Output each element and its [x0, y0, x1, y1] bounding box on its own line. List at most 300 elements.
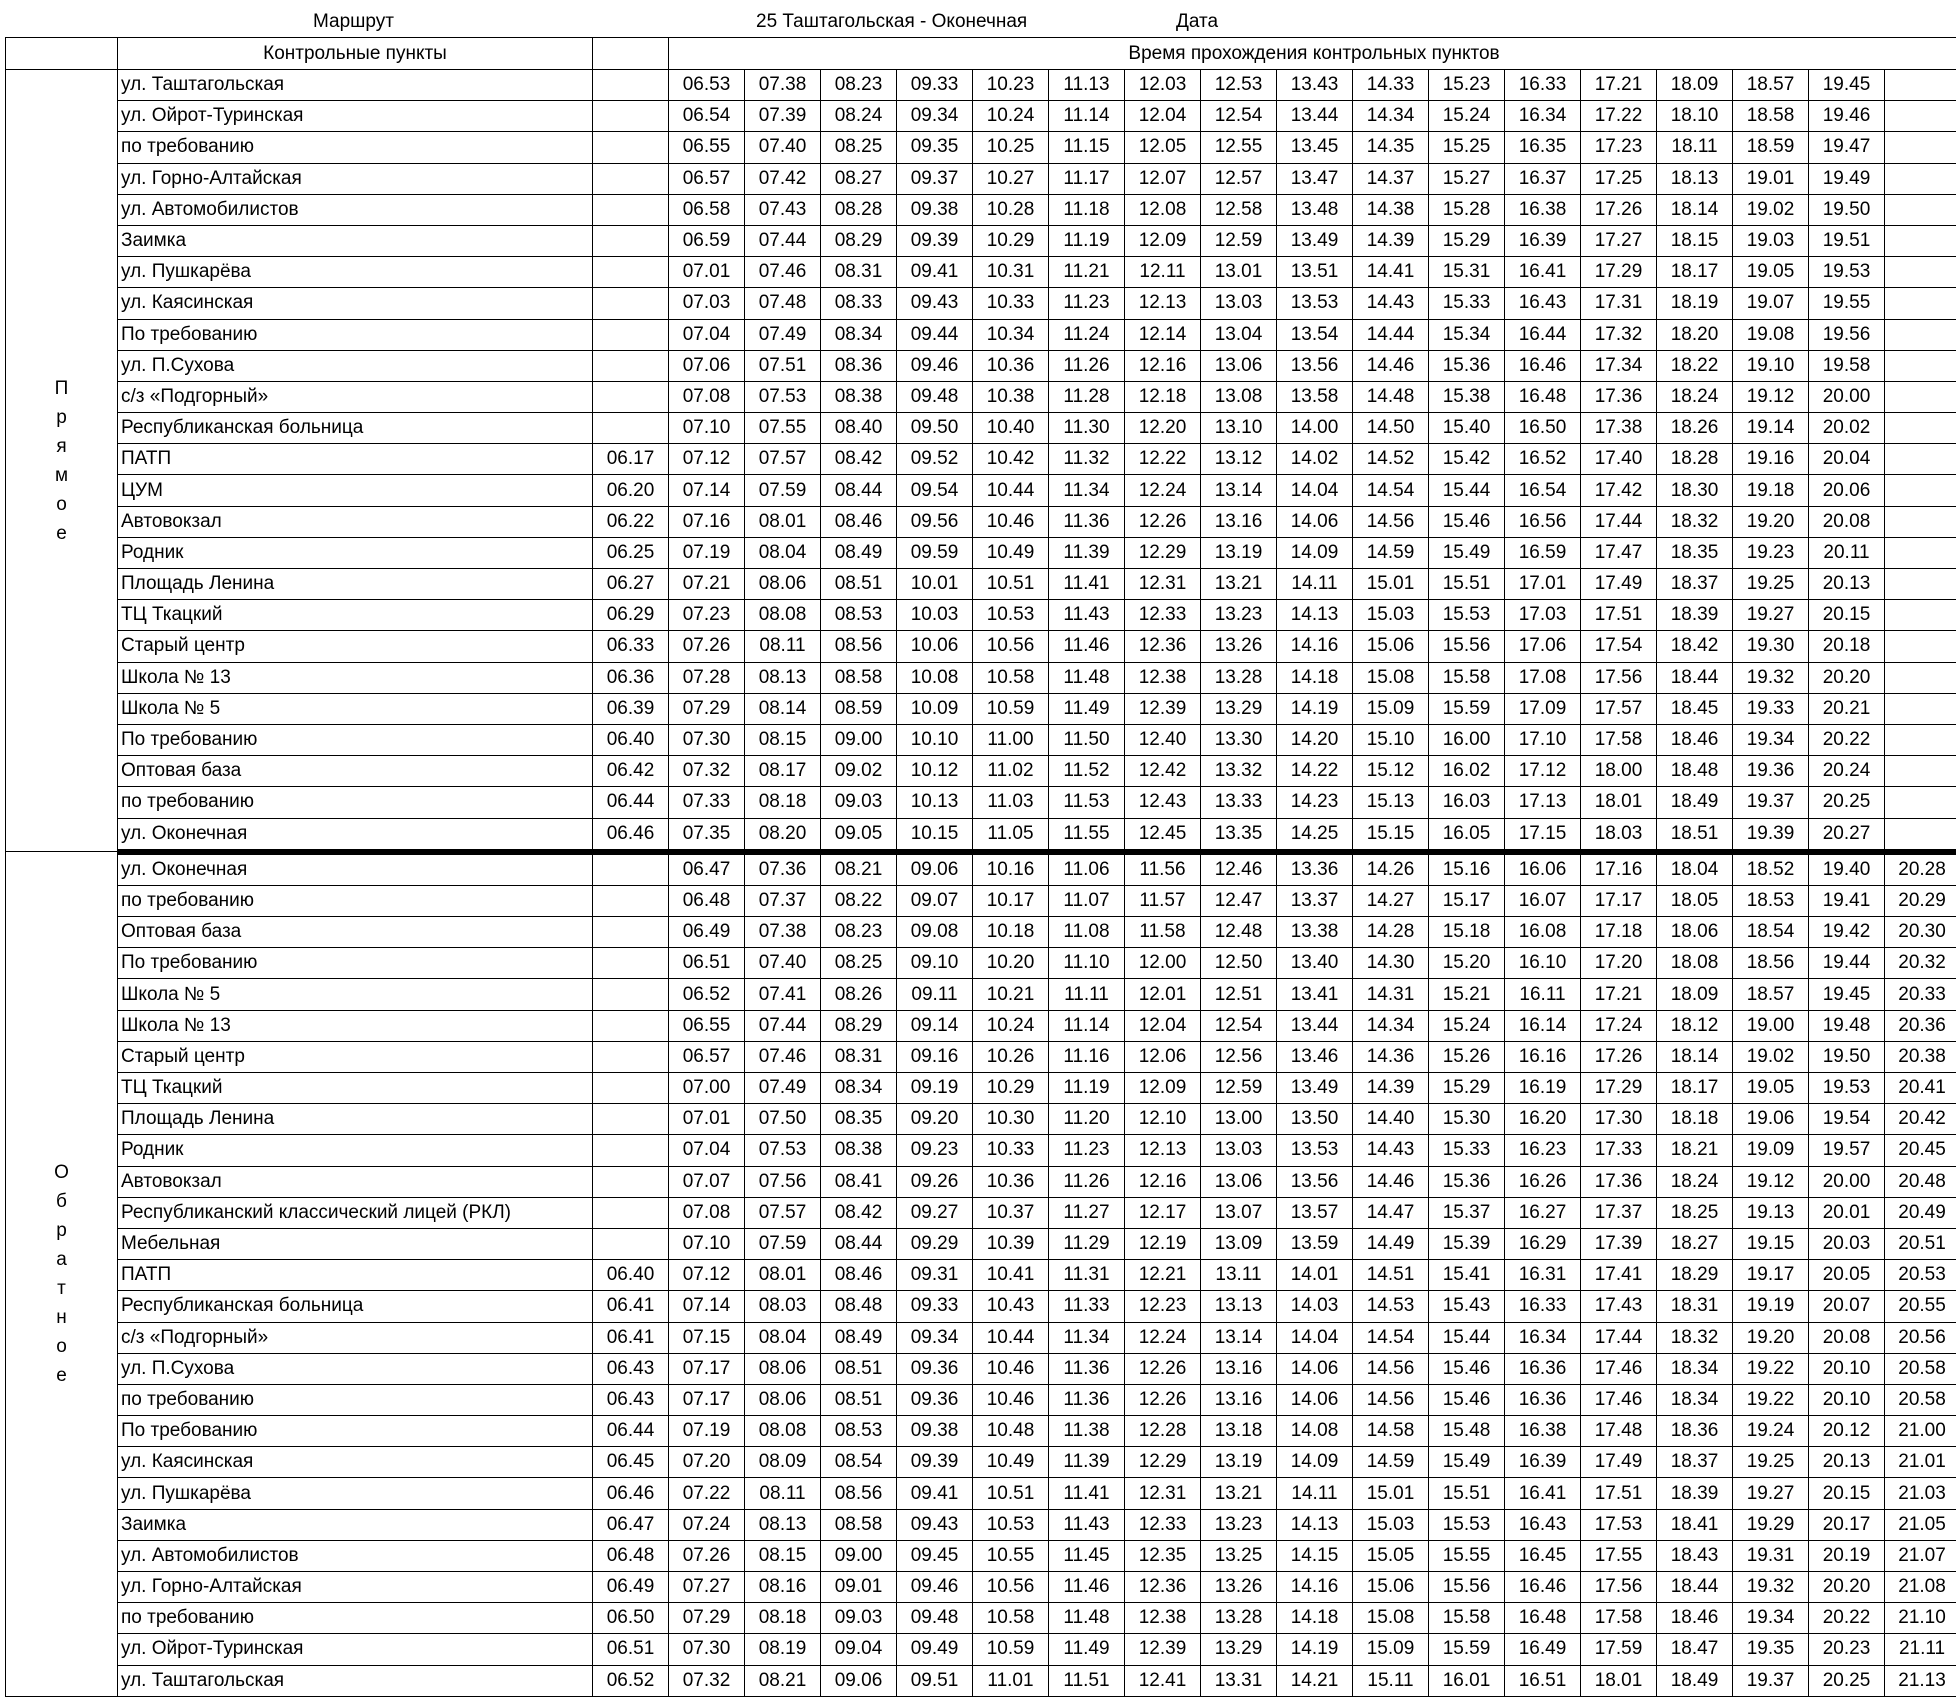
time-cell: 09.48	[897, 381, 973, 412]
forward-row	[6, 101, 1956, 132]
time-cell: 18.41	[1657, 1509, 1733, 1540]
time-cell	[593, 319, 669, 350]
time-cell: 08.29	[821, 1010, 897, 1041]
time-cell	[1885, 569, 1956, 600]
time-cell: 17.17	[1581, 885, 1657, 916]
time-cell: 07.55	[745, 413, 821, 444]
time-cell: 18.35	[1657, 537, 1733, 568]
time-cell: 13.14	[1201, 1322, 1277, 1353]
time-cell: 14.50	[1353, 413, 1429, 444]
stop-name: ул. Каясинская	[118, 1447, 593, 1478]
time-cell: 17.48	[1581, 1416, 1657, 1447]
time-cell: 10.12	[897, 756, 973, 787]
time-cell: 20.58	[1885, 1353, 1956, 1384]
time-cell: 08.16	[745, 1572, 821, 1603]
time-cell: 17.51	[1581, 1478, 1657, 1509]
stop-name: ул. П.Сухова	[118, 350, 593, 381]
time-cell: 12.39	[1125, 693, 1201, 724]
time-cell: 12.31	[1125, 569, 1201, 600]
time-cell: 16.20	[1505, 1104, 1581, 1135]
time-cell: 16.01	[1429, 1665, 1505, 1696]
time-cell: 08.08	[745, 600, 821, 631]
time-cell: 18.06	[1657, 917, 1733, 948]
time-cell: 13.06	[1201, 1166, 1277, 1197]
time-cell: 06.49	[669, 917, 745, 948]
time-cell: 13.29	[1201, 693, 1277, 724]
time-cell: 18.00	[1581, 756, 1657, 787]
time-cell: 17.25	[1581, 163, 1657, 194]
time-cell: 12.09	[1125, 225, 1201, 256]
time-cell: 08.40	[821, 413, 897, 444]
time-cell: 11.19	[1049, 225, 1125, 256]
time-cell: 11.33	[1049, 1291, 1125, 1322]
time-cell: 16.34	[1505, 101, 1581, 132]
time-cell: 16.45	[1505, 1540, 1581, 1571]
time-cell: 12.08	[1125, 194, 1201, 225]
time-cell: 10.46	[973, 1353, 1049, 1384]
time-cell: 17.10	[1505, 724, 1581, 755]
time-cell: 14.15	[1277, 1540, 1353, 1571]
time-cell: 18.34	[1657, 1384, 1733, 1415]
time-cell: 20.25	[1809, 1665, 1885, 1696]
time-cell: 18.57	[1733, 70, 1809, 101]
time-cell: 08.18	[745, 787, 821, 818]
time-cell: 12.28	[1125, 1416, 1201, 1447]
time-cell: 10.30	[973, 1104, 1049, 1135]
time-cell: 11.52	[1049, 756, 1125, 787]
time-cell: 09.34	[897, 101, 973, 132]
time-cell: 16.29	[1505, 1228, 1581, 1259]
time-cell: 12.33	[1125, 600, 1201, 631]
time-cell: 16.34	[1505, 1322, 1581, 1353]
time-cell: 12.11	[1125, 257, 1201, 288]
time-cell: 18.51	[1657, 818, 1733, 852]
time-cell: 15.55	[1429, 1540, 1505, 1571]
time-cell: 13.57	[1277, 1197, 1353, 1228]
time-cell: 09.36	[897, 1384, 973, 1415]
time-cell: 14.19	[1277, 693, 1353, 724]
time-cell: 14.51	[1353, 1260, 1429, 1291]
time-cell: 08.15	[745, 724, 821, 755]
time-cell: 09.06	[897, 852, 973, 886]
time-cell: 09.03	[821, 787, 897, 818]
time-cell: 16.38	[1505, 1416, 1581, 1447]
time-cell: 16.51	[1505, 1665, 1581, 1696]
time-cell: 16.48	[1505, 1603, 1581, 1634]
time-cell: 18.04	[1657, 852, 1733, 886]
time-cell: 19.16	[1733, 444, 1809, 475]
time-cell: 18.09	[1657, 979, 1733, 1010]
time-cell: 07.43	[745, 194, 821, 225]
time-cell: 09.03	[821, 1603, 897, 1634]
time-cell: 18.48	[1657, 756, 1733, 787]
time-cell: 12.21	[1125, 1260, 1201, 1291]
time-cell: 08.15	[745, 1540, 821, 1571]
time-cell: 18.36	[1657, 1416, 1733, 1447]
time-cell: 18.29	[1657, 1260, 1733, 1291]
time-cell: 13.33	[1201, 787, 1277, 818]
time-cell: 17.21	[1581, 70, 1657, 101]
time-cell: 15.12	[1353, 756, 1429, 787]
time-cell: 14.48	[1353, 381, 1429, 412]
time-cell: 07.59	[745, 1228, 821, 1259]
time-cell: 13.47	[1277, 163, 1353, 194]
time-cell: 08.08	[745, 1416, 821, 1447]
time-cell: 12.24	[1125, 475, 1201, 506]
time-cell: 10.58	[973, 662, 1049, 693]
time-cell: 14.26	[1353, 852, 1429, 886]
time-cell: 06.42	[593, 756, 669, 787]
time-cell: 11.45	[1049, 1540, 1125, 1571]
time-cell: 18.14	[1657, 194, 1733, 225]
time-cell: 19.56	[1809, 319, 1885, 350]
time-cell: 10.42	[973, 444, 1049, 475]
time-cell: 18.42	[1657, 631, 1733, 662]
time-cell: 11.18	[1049, 194, 1125, 225]
stop-name: Школа № 5	[118, 979, 593, 1010]
time-cell: 10.16	[973, 852, 1049, 886]
time-cell: 19.09	[1733, 1135, 1809, 1166]
time-cell: 07.23	[669, 600, 745, 631]
time-cell: 18.08	[1657, 948, 1733, 979]
time-cell: 11.28	[1049, 381, 1125, 412]
time-cell: 13.19	[1201, 537, 1277, 568]
time-cell: 13.46	[1277, 1041, 1353, 1072]
time-cell: 20.20	[1809, 662, 1885, 693]
time-cell: 14.58	[1353, 1416, 1429, 1447]
time-cell: 19.33	[1733, 693, 1809, 724]
time-cell: 11.31	[1049, 1260, 1125, 1291]
time-cell: 13.07	[1201, 1197, 1277, 1228]
time-cell: 16.02	[1429, 756, 1505, 787]
stop-name: ПАТП	[118, 444, 593, 475]
time-cell: 09.04	[821, 1634, 897, 1665]
time-cell: 15.44	[1429, 1322, 1505, 1353]
time-cell: 10.51	[973, 1478, 1049, 1509]
time-cell: 11.01	[973, 1665, 1049, 1696]
time-cell: 19.05	[1733, 257, 1809, 288]
time-cell: 07.28	[669, 662, 745, 693]
time-cell: 13.37	[1277, 885, 1353, 916]
stop-name: Республиканская больница	[118, 1291, 593, 1322]
time-cell	[1885, 101, 1956, 132]
time-cell: 15.26	[1429, 1041, 1505, 1072]
time-cell: 13.13	[1201, 1291, 1277, 1322]
time-cell: 18.37	[1657, 1447, 1733, 1478]
backward-direction-text: О б р а т н о е	[54, 1161, 69, 1386]
time-cell: 15.05	[1353, 1540, 1429, 1571]
header-blank-cell	[593, 38, 669, 70]
forward-row	[6, 163, 1956, 194]
time-cell: 18.31	[1657, 1291, 1733, 1322]
time-cell	[1885, 693, 1956, 724]
time-cell: 19.06	[1733, 1104, 1809, 1135]
time-cell: 10.33	[973, 288, 1049, 319]
time-cell: 13.49	[1277, 225, 1353, 256]
time-cell: 07.01	[669, 257, 745, 288]
time-cell: 15.43	[1429, 1291, 1505, 1322]
time-cell: 13.31	[1201, 1665, 1277, 1696]
time-cell: 19.58	[1809, 350, 1885, 381]
forward-row	[6, 537, 1956, 568]
time-cell: 15.56	[1429, 1572, 1505, 1603]
time-cell: 06.55	[669, 132, 745, 163]
time-cell: 11.53	[1049, 787, 1125, 818]
time-cell: 06.29	[593, 600, 669, 631]
time-cell: 10.56	[973, 1572, 1049, 1603]
time-cell: 11.26	[1049, 1166, 1125, 1197]
time-cell: 06.48	[669, 885, 745, 916]
time-cell	[1885, 70, 1956, 101]
time-cell: 08.20	[745, 818, 821, 852]
time-cell: 21.00	[1885, 1416, 1956, 1447]
time-cell	[593, 163, 669, 194]
time-cell: 17.15	[1505, 818, 1581, 852]
time-cell: 20.55	[1885, 1291, 1956, 1322]
forward-row	[6, 350, 1956, 381]
time-cell: 20.10	[1809, 1353, 1885, 1384]
time-cell: 07.49	[745, 319, 821, 350]
time-cell: 10.59	[973, 1634, 1049, 1665]
time-cell: 20.28	[1885, 852, 1956, 886]
time-cell: 20.07	[1809, 1291, 1885, 1322]
time-cell: 18.52	[1733, 852, 1809, 886]
time-cell: 11.34	[1049, 475, 1125, 506]
time-cell: 14.53	[1353, 1291, 1429, 1322]
time-cell: 09.33	[897, 70, 973, 101]
time-cell: 19.53	[1809, 257, 1885, 288]
time-cell: 09.11	[897, 979, 973, 1010]
time-cell: 06.57	[669, 1041, 745, 1072]
time-cell: 15.56	[1429, 631, 1505, 662]
time-cell: 19.44	[1809, 948, 1885, 979]
time-cell: 12.36	[1125, 1572, 1201, 1603]
time-cell: 17.22	[1581, 101, 1657, 132]
forward-row	[6, 818, 1956, 852]
time-cell: 14.34	[1353, 101, 1429, 132]
backward-row	[6, 1384, 1956, 1415]
time-cell: 09.43	[897, 288, 973, 319]
time-cell: 10.36	[973, 1166, 1049, 1197]
time-cell: 06.36	[593, 662, 669, 693]
time-cell	[1885, 225, 1956, 256]
time-cell: 16.10	[1505, 948, 1581, 979]
backward-row	[6, 948, 1956, 979]
backward-row	[6, 1447, 1956, 1478]
time-cell: 06.25	[593, 537, 669, 568]
time-cell	[593, 948, 669, 979]
time-cell: 16.23	[1505, 1135, 1581, 1166]
time-cell: 18.58	[1733, 101, 1809, 132]
time-cell: 17.39	[1581, 1228, 1657, 1259]
time-cell: 19.27	[1733, 1478, 1809, 1509]
time-cell: 07.51	[745, 350, 821, 381]
time-cell: 17.40	[1581, 444, 1657, 475]
time-cell: 07.46	[745, 257, 821, 288]
time-cell: 18.24	[1657, 381, 1733, 412]
time-cell	[593, 70, 669, 101]
time-cell: 07.29	[669, 1603, 745, 1634]
time-cell: 09.45	[897, 1540, 973, 1571]
time-cell: 12.53	[1201, 70, 1277, 101]
time-cell: 18.49	[1657, 787, 1733, 818]
time-cell: 13.28	[1201, 662, 1277, 693]
time-cell: 19.50	[1809, 194, 1885, 225]
time-cell: 16.08	[1505, 917, 1581, 948]
time-cell: 15.20	[1429, 948, 1505, 979]
time-cell: 15.51	[1429, 569, 1505, 600]
backward-row	[6, 1197, 1956, 1228]
forward-row	[6, 506, 1956, 537]
time-cell: 17.44	[1581, 506, 1657, 537]
route-name: 25 Таштагольская - Оконечная	[756, 11, 1028, 32]
backward-row	[6, 1416, 1956, 1447]
time-cell: 14.59	[1353, 1447, 1429, 1478]
time-cell: 14.08	[1277, 1416, 1353, 1447]
time-cell: 12.46	[1201, 852, 1277, 886]
time-cell: 08.17	[745, 756, 821, 787]
date-label: Дата	[1176, 11, 1219, 32]
time-cell: 13.26	[1201, 631, 1277, 662]
time-cell: 14.43	[1353, 288, 1429, 319]
time-cell	[593, 350, 669, 381]
time-cell: 06.47	[593, 1509, 669, 1540]
backward-row	[6, 1104, 1956, 1135]
stop-name: ул. Ойрот-Туринская	[118, 101, 593, 132]
time-cell: 12.16	[1125, 350, 1201, 381]
time-cell: 06.44	[593, 1416, 669, 1447]
time-cell: 19.22	[1733, 1384, 1809, 1415]
time-cell: 10.10	[897, 724, 973, 755]
time-cell: 17.16	[1581, 852, 1657, 886]
time-cell: 14.56	[1353, 506, 1429, 537]
time-cell: 14.06	[1277, 1353, 1353, 1384]
time-cell: 16.16	[1505, 1041, 1581, 1072]
time-cell: 08.33	[821, 288, 897, 319]
time-cell: 07.49	[745, 1073, 821, 1104]
time-cell: 18.01	[1581, 787, 1657, 818]
time-cell: 09.36	[897, 1353, 973, 1384]
time-cell: 19.41	[1809, 885, 1885, 916]
time-cell: 08.04	[745, 1322, 821, 1353]
time-cell: 16.38	[1505, 194, 1581, 225]
time-cell: 14.25	[1277, 818, 1353, 852]
time-cell: 12.05	[1125, 132, 1201, 163]
time-cell: 21.05	[1885, 1509, 1956, 1540]
backward-row	[6, 1073, 1956, 1104]
time-cell: 09.46	[897, 350, 973, 381]
time-cell: 16.35	[1505, 132, 1581, 163]
time-cell: 11.36	[1049, 1384, 1125, 1415]
time-cell: 15.30	[1429, 1104, 1505, 1135]
time-cell: 11.27	[1049, 1197, 1125, 1228]
time-cell: 13.06	[1201, 350, 1277, 381]
time-cell: 09.01	[821, 1572, 897, 1603]
time-cell: 19.02	[1733, 194, 1809, 225]
time-cell: 12.35	[1125, 1540, 1201, 1571]
time-cell	[593, 101, 669, 132]
time-cell: 06.39	[593, 693, 669, 724]
time-cell: 14.46	[1353, 350, 1429, 381]
time-cell: 14.37	[1353, 163, 1429, 194]
time-cell: 17.41	[1581, 1260, 1657, 1291]
time-cell: 13.58	[1277, 381, 1353, 412]
time-cell: 14.21	[1277, 1665, 1353, 1696]
time-cell: 08.48	[821, 1291, 897, 1322]
time-cell: 09.38	[897, 194, 973, 225]
time-cell: 09.49	[897, 1634, 973, 1665]
time-cell: 13.51	[1277, 257, 1353, 288]
time-cell: 13.08	[1201, 381, 1277, 412]
time-cell: 13.10	[1201, 413, 1277, 444]
time-cell: 20.12	[1809, 1416, 1885, 1447]
time-cell: 10.29	[973, 1073, 1049, 1104]
forward-row	[6, 70, 1956, 101]
time-cell: 08.38	[821, 1135, 897, 1166]
time-cell: 15.17	[1429, 885, 1505, 916]
time-cell: 10.28	[973, 194, 1049, 225]
time-cell: 09.00	[821, 724, 897, 755]
time-cell: 19.03	[1733, 225, 1809, 256]
time-cell: 19.08	[1733, 319, 1809, 350]
time-cell: 07.19	[669, 1416, 745, 1447]
stop-name: ул. Таштагольская	[118, 1665, 593, 1696]
time-cell: 06.50	[593, 1603, 669, 1634]
time-cell: 10.51	[973, 569, 1049, 600]
time-cell: 12.24	[1125, 1322, 1201, 1353]
time-cell: 15.46	[1429, 1353, 1505, 1384]
time-cell	[1885, 350, 1956, 381]
stop-name: Площадь Ленина	[118, 1104, 593, 1135]
time-cell	[1885, 537, 1956, 568]
time-cell: 08.28	[821, 194, 897, 225]
time-cell: 16.56	[1505, 506, 1581, 537]
time-cell: 08.44	[821, 475, 897, 506]
time-cell: 19.42	[1809, 917, 1885, 948]
time-cell: 16.43	[1505, 288, 1581, 319]
time-cell: 20.13	[1809, 569, 1885, 600]
time-cell: 08.58	[821, 662, 897, 693]
time-cell: 08.31	[821, 257, 897, 288]
time-cell: 17.46	[1581, 1353, 1657, 1384]
time-cell: 18.59	[1733, 132, 1809, 163]
time-cell	[1885, 662, 1956, 693]
time-cell: 17.43	[1581, 1291, 1657, 1322]
time-cell: 13.12	[1201, 444, 1277, 475]
time-cell: 16.36	[1505, 1353, 1581, 1384]
time-cell: 20.05	[1809, 1260, 1885, 1291]
time-cell: 20.13	[1809, 1447, 1885, 1478]
time-cell	[593, 1135, 669, 1166]
time-cell: 06.48	[593, 1540, 669, 1571]
time-cell: 12.57	[1201, 163, 1277, 194]
time-cell	[1885, 257, 1956, 288]
time-cell: 14.46	[1353, 1166, 1429, 1197]
time-cell: 15.06	[1353, 1572, 1429, 1603]
time-cell: 10.40	[973, 413, 1049, 444]
time-cell: 19.01	[1733, 163, 1809, 194]
time-cell	[593, 257, 669, 288]
time-cell: 06.53	[669, 70, 745, 101]
time-cell: 15.36	[1429, 1166, 1505, 1197]
time-cell: 18.13	[1657, 163, 1733, 194]
time-cell: 13.43	[1277, 70, 1353, 101]
time-cell: 19.25	[1733, 569, 1809, 600]
time-cell: 16.11	[1505, 979, 1581, 1010]
forward-row	[6, 444, 1956, 475]
backward-row	[6, 1322, 1956, 1353]
time-cell	[1885, 132, 1956, 163]
